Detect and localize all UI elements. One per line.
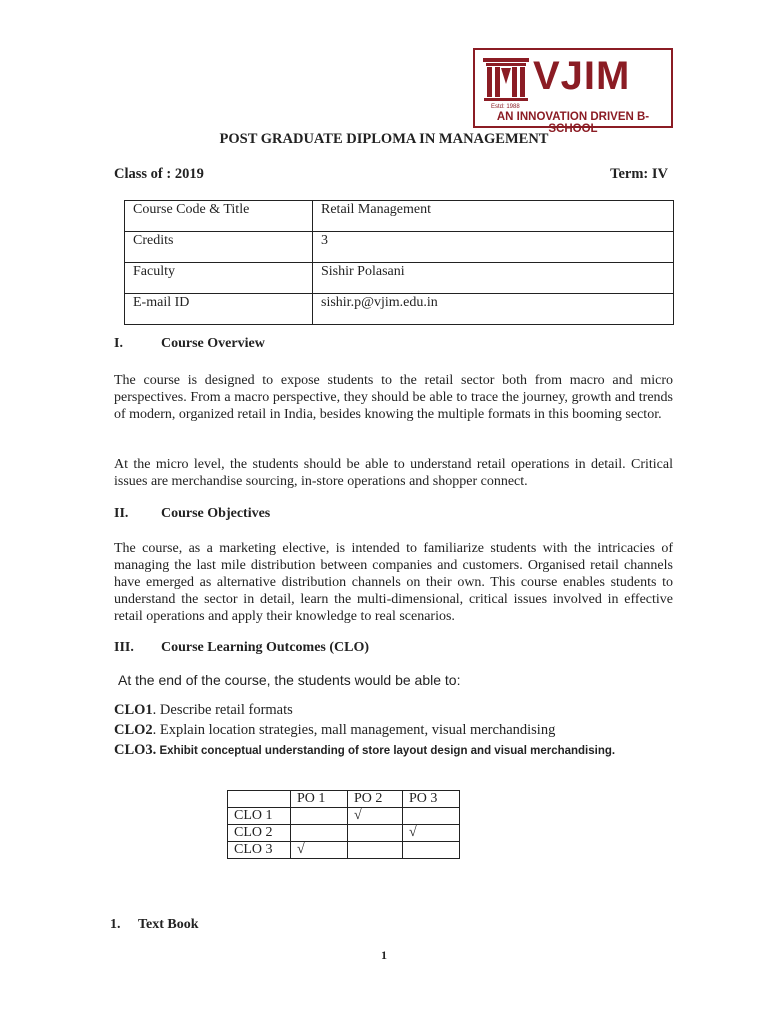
clo-item bbox=[114, 742, 615, 759]
section-heading-overview bbox=[114, 336, 265, 352]
table-row bbox=[125, 201, 674, 232]
section-heading-objectives bbox=[114, 506, 270, 522]
overview-paragraph-2: At the micro level, the students should be able to understand retail operations in detail. Critical issues are merchandise sourcing, in-store operations and shopper connect. bbox=[114, 457, 673, 489]
section-number: III. bbox=[114, 640, 134, 655]
page-title: POST GRADUATE DIPLOMA IN MANAGEMENT bbox=[219, 131, 549, 147]
clo-po-mapping-table bbox=[227, 790, 460, 859]
clo-text: . Explain location strategies, mall management, visual merchandising bbox=[152, 722, 556, 738]
section-heading-outcomes bbox=[114, 640, 369, 656]
table-cell bbox=[291, 808, 348, 825]
logo-established: Estd: 1988 bbox=[491, 104, 520, 110]
section-number: 1. bbox=[110, 917, 121, 932]
clo-item bbox=[114, 722, 555, 739]
table-row bbox=[228, 808, 460, 825]
section-title: Course Overview bbox=[161, 336, 265, 351]
info-value-email[interactable]: sishir.p@vjim.edu.in bbox=[313, 294, 674, 325]
table-header-cell: PO 2 bbox=[348, 791, 403, 808]
section-number: I. bbox=[114, 336, 123, 351]
vjim-logo bbox=[473, 48, 673, 135]
page-number: 1 bbox=[381, 948, 387, 962]
table-row bbox=[125, 294, 674, 325]
section-title: Course Learning Outcomes (CLO) bbox=[161, 640, 370, 655]
class-of: Class of : 2019 bbox=[114, 166, 204, 182]
section-number: II. bbox=[114, 506, 129, 521]
clo-intro: At the end of the course, the students would be able to: bbox=[118, 672, 461, 688]
clo-text: Exhibit conceptual understanding of store layout design and visual merchandising. bbox=[156, 745, 616, 757]
table-cell bbox=[348, 842, 403, 859]
logo-tagline: AN INNOVATION DRIVEN B-SCHOOL bbox=[496, 111, 650, 135]
table-cell: √ bbox=[348, 808, 403, 825]
table-cell: √ bbox=[291, 842, 348, 859]
table-cell bbox=[291, 825, 348, 842]
clo-code: CLO2 bbox=[114, 722, 153, 738]
table-header-row bbox=[228, 791, 460, 808]
table-cell bbox=[403, 808, 460, 825]
clo-text: . Describe retail formats bbox=[152, 702, 293, 718]
table-cell: CLO 2 bbox=[228, 825, 291, 842]
info-label: Credits bbox=[125, 232, 313, 263]
info-value: 3 bbox=[313, 232, 674, 263]
table-cell: CLO 1 bbox=[228, 808, 291, 825]
course-info-table bbox=[124, 200, 674, 325]
section-title: Text Book bbox=[138, 917, 199, 932]
term: Term: IV bbox=[610, 166, 668, 182]
info-value: Retail Management bbox=[313, 201, 674, 232]
section-title: Course Objectives bbox=[161, 506, 271, 521]
table-cell bbox=[403, 842, 460, 859]
table-row bbox=[125, 232, 674, 263]
clo-item bbox=[114, 702, 293, 719]
clo-code: CLO1 bbox=[114, 702, 153, 718]
table-cell: CLO 3 bbox=[228, 842, 291, 859]
temple-emblem-icon bbox=[481, 54, 531, 104]
table-cell bbox=[348, 825, 403, 842]
clo-code: CLO3. bbox=[114, 742, 157, 758]
info-label: Course Code & Title bbox=[125, 201, 313, 232]
table-cell bbox=[228, 791, 291, 808]
objectives-paragraph: The course, as a marketing elective, is intended to familiarize students with the intricacies of managing the last mile distribution between companies and customers. Organised retail channels have emerged as alternative distribution channels on their own. This course enables students to understand the sector in detail, learn the multi-dimensional, critical issues involved in effective retail operations and apply their knowledge to real scenarios. bbox=[114, 541, 673, 624]
info-label: Faculty bbox=[125, 263, 313, 294]
info-label: E-mail ID bbox=[125, 294, 313, 325]
table-row bbox=[125, 263, 674, 294]
table-header-cell: PO 1 bbox=[291, 791, 348, 808]
table-header-cell: PO 3 bbox=[403, 791, 460, 808]
overview-paragraph-1: The course is designed to expose students to the retail sector both from macro and micro perspectives. From a macro perspective, they should be able to trace the journey, growth and trends of modern, organized retail in India, besides knowing the multiple formats in this booming sector. bbox=[114, 373, 673, 422]
info-value: Sishir Polasani bbox=[313, 263, 674, 294]
table-cell: √ bbox=[403, 825, 460, 842]
table-row bbox=[228, 842, 460, 859]
table-row bbox=[228, 825, 460, 842]
section-heading-textbook bbox=[110, 917, 199, 933]
logo-name: VJIM bbox=[533, 54, 631, 98]
